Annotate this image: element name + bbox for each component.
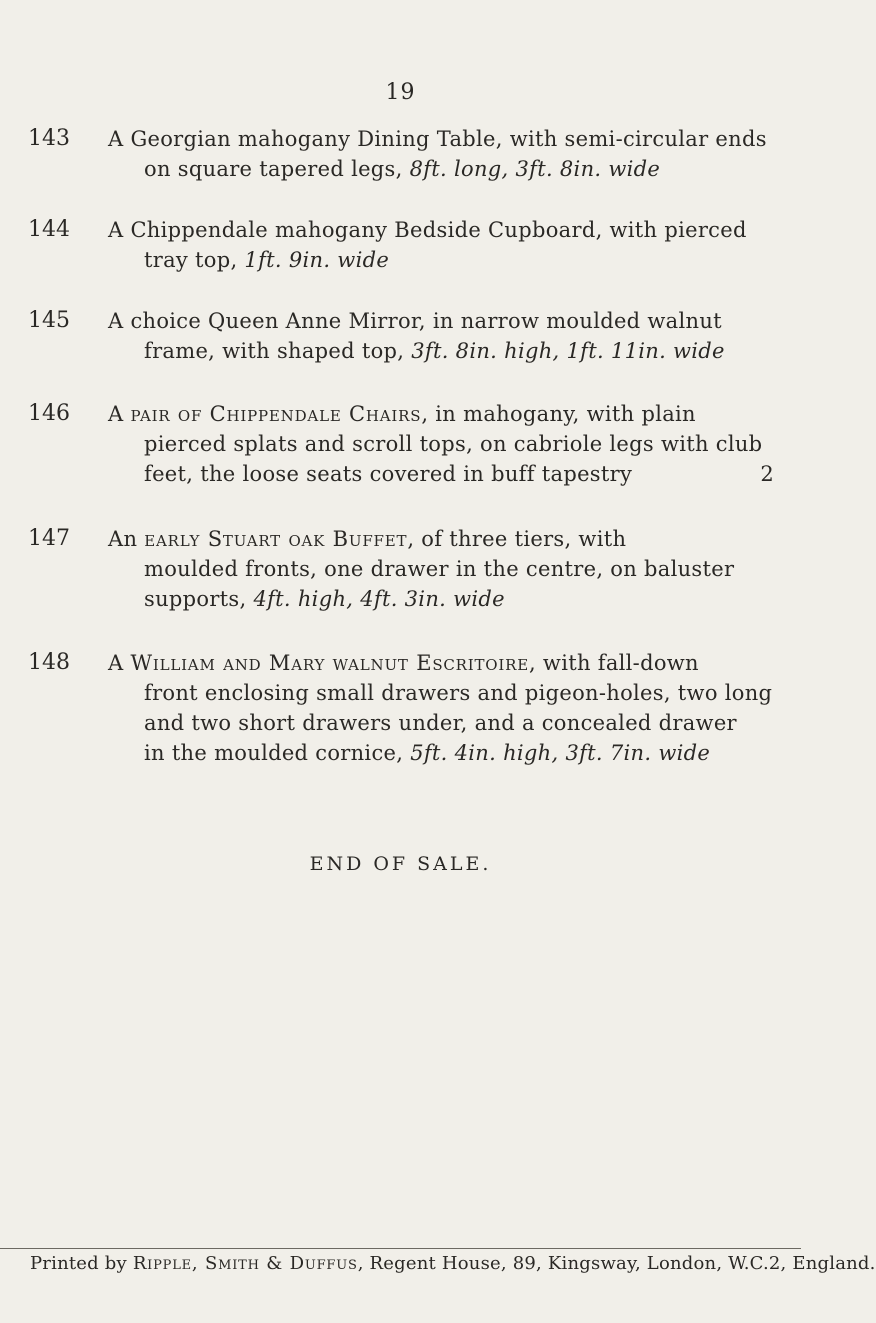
lot-dimensions: 3ft. 8in. high, 1ft. 11in. wide [411,339,725,363]
lot-text: tray top, [144,248,245,272]
printer-text: Printed by [30,1253,133,1274]
lot-line [108,524,774,554]
lot-dimensions: 1ft. 9in. wide [244,248,390,272]
lot-title: pair of Chippendale Chairs [130,402,422,426]
lot-text: , of three tiers, with [407,527,627,551]
printer-text: , Regent House, 89, Kingsway, London, W.C.2, England. [357,1253,876,1274]
lot-line: front enclosing small drawers and pigeon-holes, two long [144,681,773,705]
lot-text: supports, [144,587,254,611]
lot-line [108,584,774,614]
lot-number: 148 [28,650,70,675]
printer-names: Ripple, Smith & Duffus [132,1253,358,1274]
lot-number: 145 [28,308,70,333]
lot-text: , with fall-down [528,651,699,675]
lot-quantity: 2 [760,462,774,486]
lot-dimensions: 4ft. high, 4ft. 3in. wide [253,587,505,611]
lot-text: feet, the loose seats covered in buff tapestry [144,462,633,486]
lot-line: moulded fronts, one drawer in the centre, on baluster [144,557,735,581]
lot-text: , in mahogany, with plain [421,402,696,426]
lot-line: A Chippendale mahogany Bedside Cupboard, with pierced [108,218,747,242]
footer-divider [0,1248,801,1249]
lot-number: 146 [28,401,70,426]
lot-line [108,154,774,184]
lot-title: early Stuart oak Buffet [144,527,408,551]
lot-text: A [108,402,131,426]
lot-text: in the moulded cornice, [144,741,411,765]
page-number: 19 [385,80,416,105]
printer-imprint [30,1253,876,1274]
lot-line [108,648,774,678]
lot-description [108,306,774,366]
lot-description [108,648,774,768]
lot-number: 143 [28,126,70,151]
lot-description [108,215,774,275]
lot-number: 147 [28,526,70,551]
lot-line: pierced splats and scroll tops, on cabriole legs with club [144,432,763,456]
lot-line [108,245,774,275]
lot-line [108,459,774,489]
lot-dimensions: 8ft. long, 3ft. 8in. wide [409,157,661,181]
lot-number: 144 [28,217,70,242]
lot-description [108,524,774,614]
lot-text: on square tapered legs, [144,157,410,181]
lot-line: and two short drawers under, and a concealed drawer [144,711,737,735]
lot-description [108,124,774,184]
end-of-sale: END OF SALE. [309,853,492,875]
lot-line [108,399,774,429]
lot-text: A [108,651,131,675]
lot-line: A Georgian mahogany Dining Table, with semi-circular ends [108,127,767,151]
lot-text: frame, with shaped top, [144,339,412,363]
lot-text: An [108,527,145,551]
lot-line [108,738,774,768]
lot-description [108,399,774,489]
lot-line: A choice Queen Anne Mirror, in narrow moulded walnut [108,309,722,333]
lot-title: William and Mary walnut Escritoire [130,651,529,675]
lot-dimensions: 5ft. 4in. high, 3ft. 7in. wide [410,741,711,765]
lot-line [108,336,774,366]
